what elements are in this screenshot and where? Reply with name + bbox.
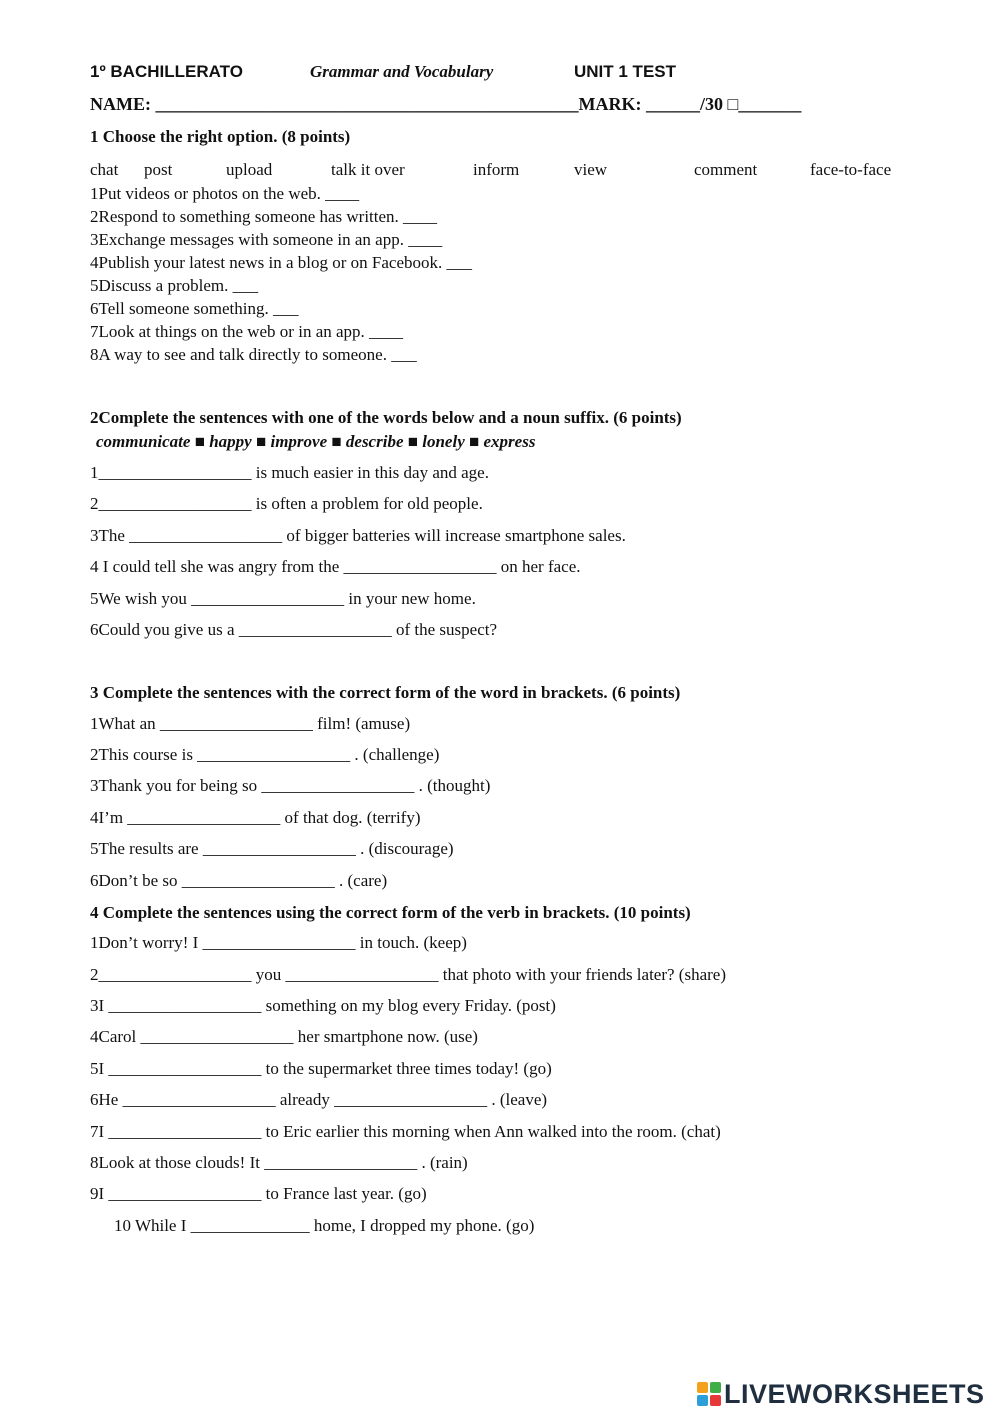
section2-item: 4 I could tell she was angry from the __________________ on her face. <box>90 557 581 576</box>
section2-item: 1__________________ is much easier in this day and age. <box>90 463 489 482</box>
section4-item: 1Don’t worry! I __________________ in touch. (keep) <box>90 933 467 952</box>
section2-item: 6Could you give us a __________________ of the suspect? <box>90 620 498 639</box>
section4-item: 9I __________________ to France last year. (go) <box>90 1184 427 1203</box>
section2-item: 3The __________________ of bigger batteries will increase smartphone sales. <box>90 526 626 545</box>
word-bank-item: upload <box>226 160 273 179</box>
word-bank-item: view <box>574 160 608 179</box>
section1-item: 5Discuss a problem. ___ <box>90 276 259 295</box>
name-mark-line: NAME: _______________________________________________MARK: ______/30 □_______ <box>90 94 802 114</box>
section3-item: 1What an __________________ film! (amuse) <box>90 714 411 733</box>
logo-square <box>697 1382 708 1393</box>
word-bank-item: comment <box>694 160 758 179</box>
section1-title: 1 Choose the right option. (8 points) <box>90 127 351 146</box>
section2-word-bank: communicate ■ happy ■ improve ■ describe ■ lonely ■ express <box>96 432 536 451</box>
section4-item: 5I __________________ to the supermarket three times today! (go) <box>90 1059 552 1078</box>
logo-text: LIVEWORKSHEETS <box>724 1378 985 1409</box>
section4-title: 4 Complete the sentences using the correct form of the verb in brackets. (10 points) <box>90 903 691 922</box>
word-bank-item: talk it over <box>331 160 405 179</box>
section3-item: 6Don’t be so __________________ . (care) <box>90 871 388 890</box>
section1-item: 1Put videos or photos on the web. ____ <box>90 184 360 203</box>
logo-square <box>710 1395 721 1406</box>
section2-item: 5We wish you __________________ in your new home. <box>90 589 476 608</box>
logo-grid-icon <box>697 1382 721 1406</box>
word-bank-item: face-to-face <box>810 160 892 179</box>
section1-item: 3Exchange messages with someone in an app. ____ <box>90 230 443 249</box>
logo-square <box>710 1382 721 1393</box>
section3-title: 3 Complete the sentences with the correct form of the word in brackets. (6 points) <box>90 683 681 702</box>
section3-item: 5The results are __________________ . (discourage) <box>90 839 454 858</box>
section1-item: 6Tell someone something. ___ <box>90 299 299 318</box>
unit-label: UNIT 1 TEST <box>574 62 677 81</box>
section4-item: 7I __________________ to Eric earlier this morning when Ann walked into the room. (chat) <box>90 1122 721 1141</box>
section3-item: 2This course is __________________ . (challenge) <box>90 745 440 764</box>
section4-item: 3I __________________ something on my blog every Friday. (post) <box>90 996 556 1015</box>
word-bank-item: inform <box>473 160 520 179</box>
word-bank-item: post <box>144 160 173 179</box>
section4-item: 6He __________________ already __________________ . (leave) <box>90 1090 548 1109</box>
section1-item: 2Respond to something someone has written. ____ <box>90 207 438 226</box>
section2-item: 2__________________ is often a problem for old people. <box>90 494 483 513</box>
liveworksheets-logo[interactable] <box>697 1377 985 1411</box>
section4-item: 10 While I ______________ home, I dropped my phone. (go) <box>114 1216 535 1235</box>
level-label: 1º BACHILLERATO <box>90 62 243 81</box>
logo-square <box>697 1395 708 1406</box>
section2-title: 2Complete the sentences with one of the words below and a noun suffix. (6 points) <box>90 408 682 427</box>
subject-label: Grammar and Vocabulary <box>310 62 494 81</box>
section4-item: 2__________________ you __________________ that photo with your friends later? (share) <box>90 965 726 984</box>
section4-item: 4Carol __________________ her smartphone now. (use) <box>90 1027 478 1046</box>
section1-item: 4Publish your latest news in a blog or on Facebook. ___ <box>90 253 472 272</box>
section3-item: 3Thank you for being so __________________ . (thought) <box>90 776 491 795</box>
word-bank-item: chat <box>90 160 119 179</box>
section4-item: 8Look at those clouds! It __________________ . (rain) <box>90 1153 468 1172</box>
section1-item: 8A way to see and talk directly to someone. ___ <box>90 345 417 364</box>
section3-item: 4I’m __________________ of that dog. (terrify) <box>90 808 421 827</box>
section1-item: 7Look at things on the web or in an app. ____ <box>90 322 404 341</box>
